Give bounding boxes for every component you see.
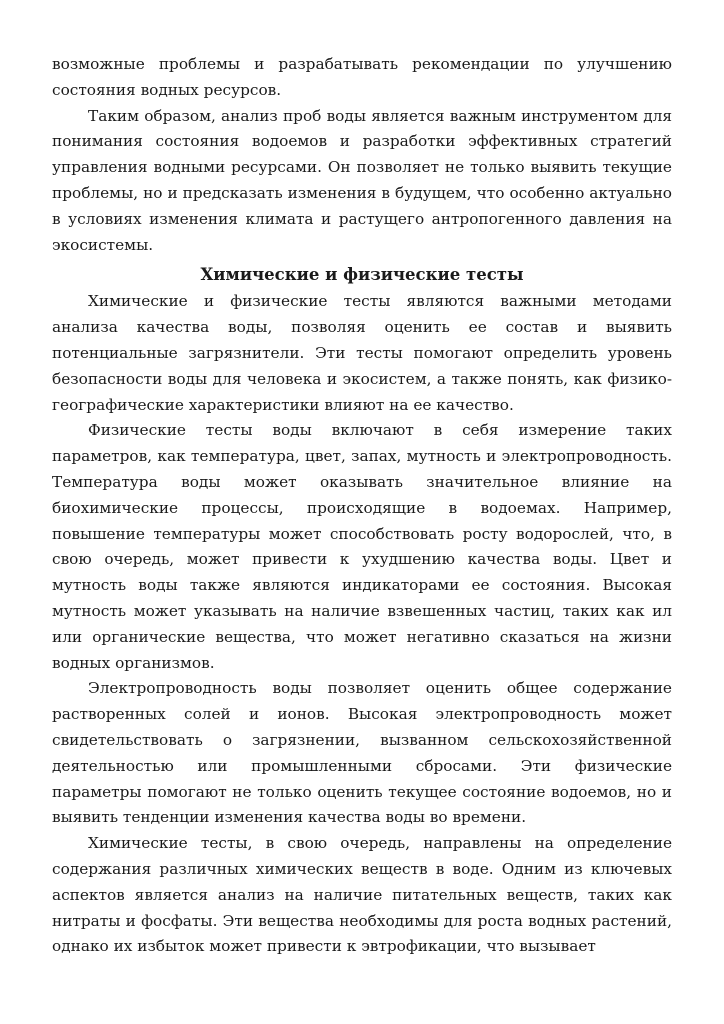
paragraph-chemical-tests: Химические тесты, в свою очередь, направлены на определение содержания различных химических веществ в воде. Одним из ключевых аспектов является анализ на наличие питательных веществ, таких как нитраты и фосфаты. Эти вещества необходимы для роста водных растений, однако их избыток может привести к эвтрофикации, что вызывает [52,834,672,956]
paragraph-conclusion: Таким образом, анализ проб воды является важным инструментом для понимания состояния водоемов и разработки эффективных стратегий управления водными ресурсами. Он позволяет не только выявить текущие проблемы, но и предсказать изменения в будущем, что особенно актуально в условиях изменения климата и растущего антропогенного давления на экосистемы. [52,106,672,254]
paragraph-continuation: возможные проблемы и разрабатывать рекомендации по улучшению состояния водных ресурсов. [52,55,672,99]
section-heading: Химические и физические тесты [200,265,524,285]
paragraph-conductivity: Электропроводность воды позволяет оценить общее содержание растворенных солей и ионов. Высокая электропроводность может свидетельствовать о загрязнении, вызванном сельскохозяйственной деятельностью или промышленными сбросами. Эти физические параметры помогают не только оценить текущее состояние водоемов, но и выявить тенденции изменения качества воды во времени. [52,679,672,827]
document-page [52,52,672,960]
paragraph-intro: Химические и физические тесты являются важными методами анализа качества воды, позволяя оценить ее состав и выявить потенциальные загрязнители. Эти тесты помогают определить уровень безопасности воды для человека и экосистем, а также понять, как физико-географические характеристики влияют на ее качество. [52,292,672,414]
paragraph-physical-tests: Физические тесты воды включают в себя измерение таких параметров, как температура, цвет, запах, мутность и электропроводность. Температура воды может оказывать значительное влияние на биохимические процессы, происходящие в водоемах. Например, повышение температуры может способствовать росту водорослей, что, в свою очередь, может привести к ухудшению качества воды. Цвет и мутность воды также являются индикаторами ее состояния. Высокая мутность может указывать на наличие взвешенных частиц, таких как ил или органические вещества, что может негативно сказаться на жизни водных организмов. [52,421,672,672]
